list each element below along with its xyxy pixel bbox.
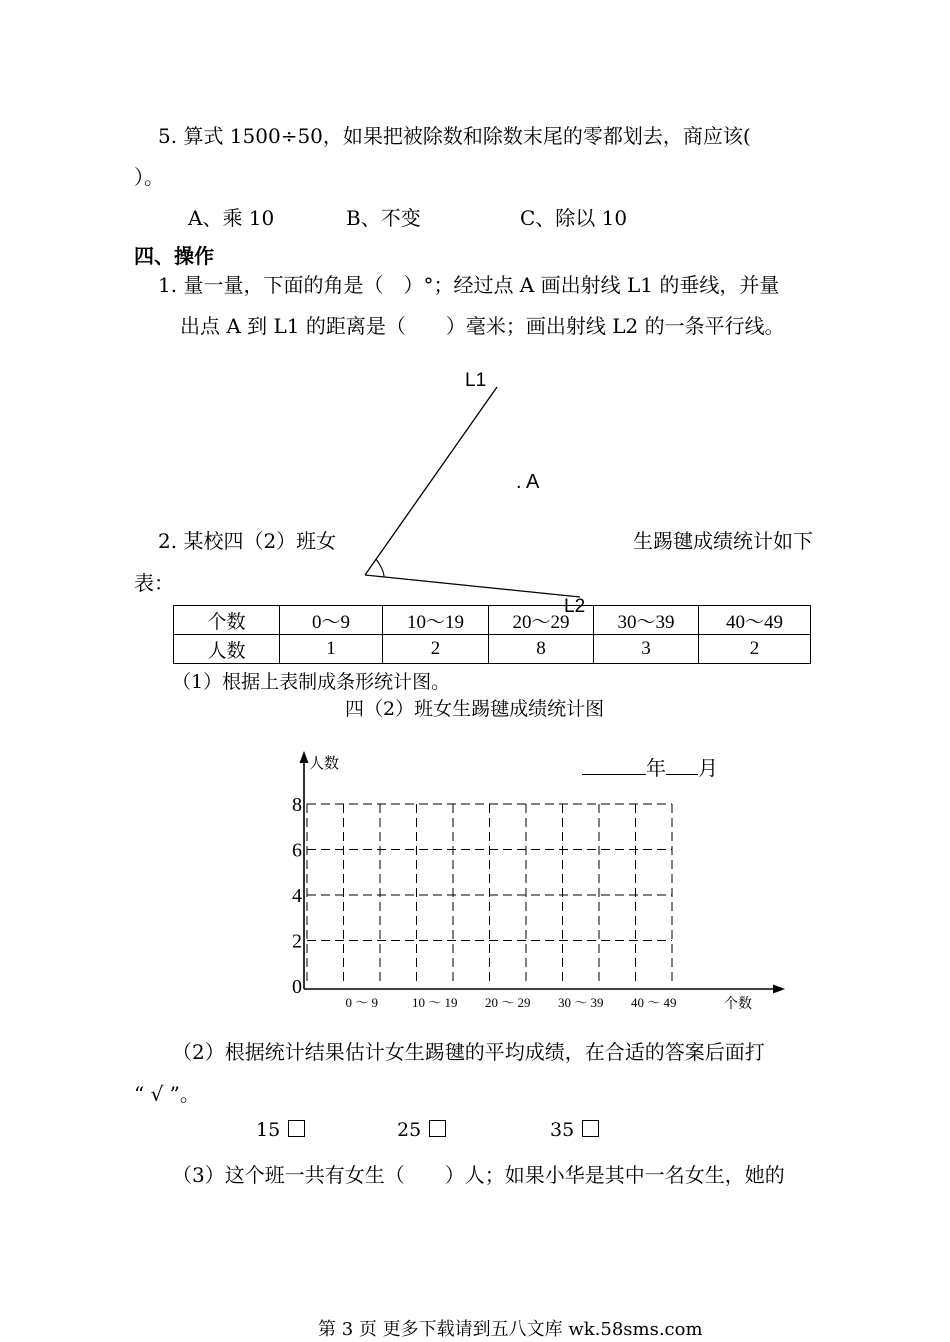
sub2-line2: “ √ ”。 xyxy=(134,1082,200,1106)
point-a-label: . A xyxy=(516,471,540,493)
q5-line2: ）。 xyxy=(134,165,164,189)
x-axis-label: 个数 xyxy=(724,997,752,1012)
angle-figure xyxy=(340,360,630,625)
q5-option-a: A、乘 10 xyxy=(188,206,275,230)
ray-l2 xyxy=(365,575,580,597)
q2-line1-left: 2. 某校四（2）班女 xyxy=(158,529,337,553)
x-tick-label: 20 ～ 29 xyxy=(484,995,531,1010)
y-tick-label: 4 xyxy=(292,885,302,907)
table-cell: 3 xyxy=(594,635,699,664)
ray-l1 xyxy=(365,387,497,575)
table-cell: 10～19 xyxy=(383,606,489,635)
choice-25 xyxy=(397,1119,446,1141)
month-blank xyxy=(666,756,698,775)
checkbox-25[interactable] xyxy=(429,1120,446,1137)
q1-line1: 1. 量一量，下面的角是（ ）°；经过点 A 画出射线 L1 的垂线，并量 xyxy=(158,273,780,297)
y-tick-labels xyxy=(292,794,302,998)
label-l1: L1 xyxy=(465,370,487,391)
year-label: 年 xyxy=(646,756,666,780)
chart-date xyxy=(582,752,718,781)
table-cell: 1 xyxy=(280,635,383,664)
table-cell: 人数 xyxy=(174,635,280,664)
y-axis-label: 人数 xyxy=(309,756,340,772)
choice-35 xyxy=(550,1119,599,1141)
choice-label: 25 xyxy=(397,1119,422,1141)
y-tick-label: 0 xyxy=(292,976,302,998)
q5-option-c: C、除以 10 xyxy=(520,206,628,230)
table-cell: 2 xyxy=(383,635,489,664)
bar-chart xyxy=(280,745,800,1020)
x-tick-label: 30 ～ 39 xyxy=(557,995,604,1010)
table-row-values xyxy=(174,635,811,664)
y-tick-label: 2 xyxy=(292,930,302,953)
choice-label: 35 xyxy=(550,1119,575,1141)
stats-table xyxy=(173,605,811,664)
table-cell: 20～29 xyxy=(489,606,594,635)
q2-line2: 表： xyxy=(134,571,174,595)
y-tick-label: 6 xyxy=(292,839,302,862)
sub3-text: （3）这个班一共有女生（ ）人；如果小华是其中一名女生，她的 xyxy=(172,1163,785,1187)
choice-label: 15 xyxy=(256,1119,281,1141)
y-axis-arrow xyxy=(300,751,309,763)
chart-grid xyxy=(307,804,672,986)
month-label: 月 xyxy=(698,756,718,780)
sub1-text: （1）根据上表制成条形统计图。 xyxy=(172,671,451,693)
y-tick-label: 8 xyxy=(292,794,302,816)
x-tick-label: 10 ～ 19 xyxy=(411,995,458,1010)
table-cell: 40～49 xyxy=(699,606,811,635)
q1-line2: 出点 A 到 L1 的距离是（ ）毫米；画出射线 L2 的一条平行线。 xyxy=(180,314,785,338)
x-tick-labels xyxy=(345,995,676,1010)
q5-option-b: B、不变 xyxy=(346,206,421,230)
x-tick-label: 0 ～ 9 xyxy=(345,995,379,1010)
page-footer: 第 3 页 更多下载请到五八文库 wk.58sms.com xyxy=(318,1319,703,1340)
label-l2: L2 xyxy=(564,596,586,617)
choice-15 xyxy=(256,1119,305,1141)
x-axis-arrow xyxy=(773,985,785,994)
table-cell: 8 xyxy=(489,635,594,664)
q2-line1-right: 生踢毽成绩统计如下 xyxy=(633,529,813,553)
q5-line1: 5. 算式 1500÷50，如果把被除数和除数末尾的零都划去，商应该( xyxy=(158,124,751,148)
checkbox-15[interactable] xyxy=(288,1120,305,1137)
chart-title: 四（2）班女生踢毽成绩统计图 xyxy=(345,698,605,720)
checkbox-35[interactable] xyxy=(582,1120,599,1137)
section-title: 四、操作 xyxy=(134,244,214,268)
table-row-header xyxy=(174,606,811,635)
table-cell: 个数 xyxy=(174,606,280,635)
angle-arc xyxy=(376,559,384,577)
year-blank xyxy=(582,756,646,775)
table-cell: 0～9 xyxy=(280,606,383,635)
table-cell: 2 xyxy=(699,635,811,664)
sub2-line1: （2）根据统计结果估计女生踢毽的平均成绩，在合适的答案后面打 xyxy=(172,1040,765,1064)
table-cell: 30～39 xyxy=(594,606,699,635)
x-tick-label: 40 ～ 49 xyxy=(630,995,677,1010)
